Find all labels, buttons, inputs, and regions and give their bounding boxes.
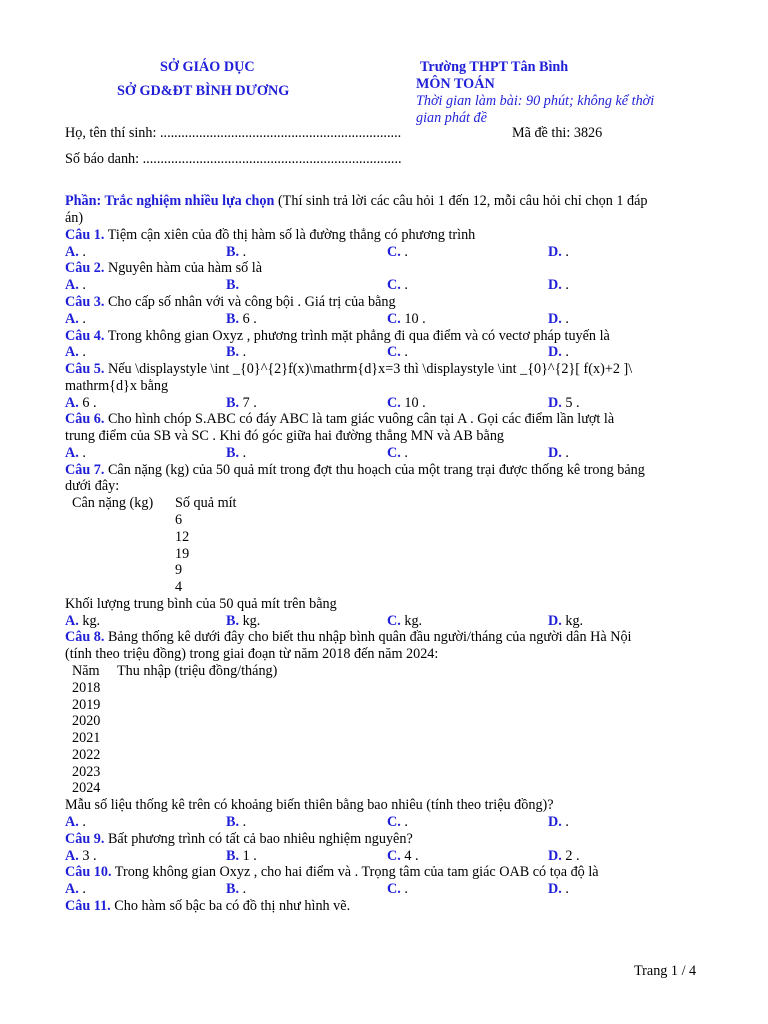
table-header-weight: Cân nặng (kg) <box>72 495 154 511</box>
option-a: A. . <box>65 814 86 830</box>
question-8-text-2: (tính theo triệu đồng) trong giai đoạn từ năm 2018 đến năm 2024: <box>65 646 439 662</box>
question-10 <box>65 864 599 881</box>
option-b: B. 1 . <box>226 848 257 864</box>
table-cell: 2021 <box>72 730 101 746</box>
question-label: Câu 7. <box>65 462 105 478</box>
table-cell: 2024 <box>72 780 101 796</box>
option-a: A. kg. <box>65 613 101 629</box>
subject-title: MÔN TOÁN <box>416 76 495 92</box>
question-text: Nguyên hàm của hàm số là <box>104 260 263 276</box>
question-7-text-3: Khối lượng trung bình của 50 quả mít trên bằng <box>65 596 337 612</box>
option-c: C. 4 . <box>387 848 419 864</box>
question-text: Cho hình chóp S.ABC có đáy ABC là tam giác vuông cân tại A . Gọi các điểm lần lượt là <box>104 411 615 427</box>
question-8 <box>65 629 632 646</box>
question-text: Bảng thống kê dưới đây cho biết thu nhập bình quân đầu người/tháng của người dân Hà Nội <box>104 629 632 645</box>
question-label: Câu 10. <box>65 864 112 880</box>
option-d: D. . <box>548 814 569 830</box>
question-label: Câu 2. <box>65 260 105 276</box>
question-text: Cân nặng (kg) của 50 quả mít trong đợt thu hoạch của một trang trại được thống kê trong bảng <box>104 462 645 478</box>
option-b: B. . <box>226 344 247 360</box>
question-label: Câu 4. <box>65 328 105 344</box>
page-number: Trang 1 / 4 <box>634 963 697 979</box>
time-limit-line-2: gian phát đề <box>416 110 487 126</box>
option-a: A. . <box>65 881 86 897</box>
table-cell: 12 <box>175 529 190 545</box>
table-header-year: Năm <box>72 663 100 679</box>
option-c: C. kg. <box>387 613 423 629</box>
school-name: Trường THPT Tân Bình <box>420 59 569 75</box>
option-b: B. . <box>226 445 247 461</box>
question-2 <box>65 260 262 277</box>
question-5 <box>65 361 632 378</box>
option-c: C. . <box>387 277 408 293</box>
candidate-id-field: Số báo danh: ......................................................................... <box>65 151 402 167</box>
table-cell: 2020 <box>72 713 101 729</box>
question-8-text-3: Mẫu số liệu thống kê trên có khoảng biến thiên bằng bao nhiêu (tính theo triệu đồng)? <box>65 797 554 813</box>
dept-line-2: SỞ GD&ĐT BÌNH DƯƠNG <box>117 83 290 99</box>
section-title: Phần: Trắc nghiệm nhiều lựa chọn <box>65 193 275 209</box>
option-a: A. . <box>65 244 86 260</box>
question-7-text-2: dưới đây: <box>65 478 120 494</box>
option-b: B. <box>226 277 240 293</box>
time-limit-line-1: Thời gian làm bài: 90 phút; không kể thời <box>416 93 655 109</box>
question-11 <box>65 898 350 915</box>
question-7 <box>65 462 645 479</box>
option-d: D. . <box>548 277 569 293</box>
option-c: C. . <box>387 244 408 260</box>
option-a: A. . <box>65 311 86 327</box>
table-cell: 19 <box>175 546 190 562</box>
question-3 <box>65 294 396 311</box>
question-label: Câu 3. <box>65 294 105 310</box>
option-d: D. . <box>548 445 569 461</box>
question-9 <box>65 831 413 848</box>
exam-code: Mã đề thi: 3826 <box>512 125 603 141</box>
section-note-line-2: án) <box>65 210 84 226</box>
option-c: C. 10 . <box>387 311 426 327</box>
option-d: D. . <box>548 244 569 260</box>
option-b: B. kg. <box>226 613 261 629</box>
table-cell: 9 <box>175 562 183 578</box>
section-note: (Thí sinh trả lời các câu hỏi 1 đến 12, mỗi câu hỏi chỉ chọn 1 đáp <box>274 193 648 209</box>
option-c: C. . <box>387 445 408 461</box>
question-text: Cho cấp số nhân với và công bội . Giá trị của bằng <box>104 294 396 310</box>
question-label: Câu 1. <box>65 227 105 243</box>
table-cell: 2018 <box>72 680 101 696</box>
question-5-text-2: mathrm{d}x bằng <box>65 378 169 394</box>
table-cell: 4 <box>175 579 183 595</box>
option-d: D. 5 . <box>548 395 580 411</box>
option-d: D. kg. <box>548 613 584 629</box>
question-label: Câu 5. <box>65 361 105 377</box>
question-label: Câu 11. <box>65 898 111 914</box>
option-a: A. . <box>65 277 86 293</box>
question-6 <box>65 411 614 428</box>
option-d: D. 2 . <box>548 848 580 864</box>
option-d: D. . <box>548 344 569 360</box>
question-6-text-2: trung điểm của SB và SC . Khi đó góc giữa hai đường thẳng MN và AB bằng <box>65 428 505 444</box>
question-label: Câu 9. <box>65 831 105 847</box>
question-label: Câu 8. <box>65 629 105 645</box>
option-c: C. . <box>387 881 408 897</box>
table-cell: 2022 <box>72 747 101 763</box>
table-cell: 6 <box>175 512 183 528</box>
option-b: B. . <box>226 881 247 897</box>
option-c: C. 10 . <box>387 395 426 411</box>
option-c: C. . <box>387 344 408 360</box>
question-text: Trong không gian Oxyz , phương trình mặt phẳng đi qua điểm và có vectơ pháp tuyến là <box>104 328 610 344</box>
option-b: B. 6 . <box>226 311 257 327</box>
question-text: Nếu \displaystyle \int _{0}^{2}f(x)\mathrm{d}x=3 thì \displaystyle \int _{0}^{2}[ f(x)+2 ]\ <box>104 361 633 377</box>
option-a: A. 3 . <box>65 848 97 864</box>
question-4 <box>65 328 610 345</box>
option-a: A. . <box>65 344 86 360</box>
section-heading <box>65 193 648 210</box>
question-text: Trong không gian Oxyz , cho hai điểm và . Trọng tâm của tam giác OAB có tọa độ là <box>111 864 599 880</box>
table-header-income: Thu nhập (triệu đồng/tháng) <box>117 663 278 679</box>
question-text: Cho hàm số bậc ba có đồ thị như hình vẽ. <box>110 898 351 914</box>
candidate-name-field: Họ, tên thí sinh: .................................................................... <box>65 125 402 141</box>
option-c: C. . <box>387 814 408 830</box>
option-d: D. . <box>548 881 569 897</box>
dept-line-1: SỞ GIÁO DỤC <box>160 59 255 75</box>
option-d: D. . <box>548 311 569 327</box>
question-1 <box>65 227 475 244</box>
option-b: B. . <box>226 814 247 830</box>
question-label: Câu 6. <box>65 411 105 427</box>
table-cell: 2023 <box>72 764 101 780</box>
option-b: B. . <box>226 244 247 260</box>
table-header-count: Số quả mít <box>175 495 237 511</box>
table-cell: 2019 <box>72 697 101 713</box>
option-b: B. 7 . <box>226 395 257 411</box>
question-text: Bất phương trình có tất cả bao nhiêu nghiệm nguyên? <box>104 831 413 847</box>
option-a: A. . <box>65 445 86 461</box>
question-text: Tiệm cận xiên của đồ thị hàm số là đường thẳng có phương trình <box>104 227 476 243</box>
option-a: A. 6 . <box>65 395 97 411</box>
